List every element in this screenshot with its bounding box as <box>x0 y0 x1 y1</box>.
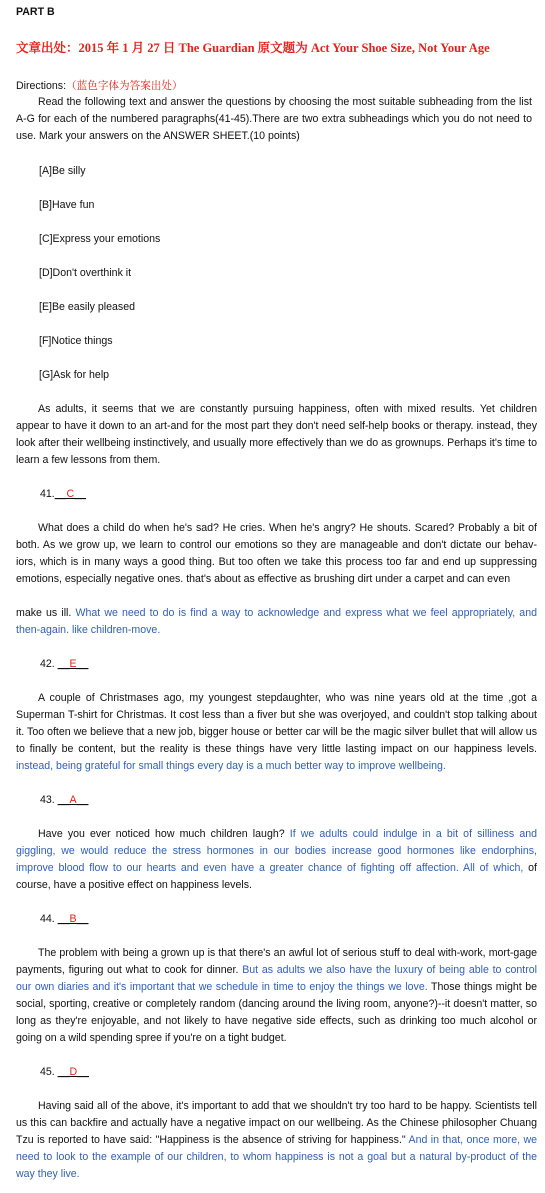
question-42-number: 42. __E__ <box>40 658 89 670</box>
question-45-number: 45. __D__ <box>40 1066 89 1078</box>
question-41-paragraph <box>16 520 537 588</box>
question-41-cont: make us ill. <box>16 607 72 619</box>
option-f: [F]Notice things <box>39 335 113 347</box>
question-44-tail: Those things might be social, sporting, creative or completely random (dancing around the living room, anyone?)--it doesn't matter, so long as they're enjoyable, and not likely to have negative side effects, such as drinking too much alcohol or going on a wild spending spree if you're on a tight budget. <box>16 981 537 1044</box>
question-43-text: Have you ever noticed how much children laugh? <box>38 828 285 840</box>
question-44-text: The problem with being a grown up is that there's an awful lot of serious stuff to deal with-work, mort-gage payments, figuring out what to cook for dinner. <box>16 947 537 976</box>
question-41-number: 41.__C__ <box>40 488 86 500</box>
question-45-text: Having said all of the above, it's important to add that we shouldn't try too hard to be happy. Scientists tell us this can backfire and actually have a negative impact on our wellbeing. As the Chinese philosopher Chuang Tzu is reported to have said: "Happiness is the absence of striving for happiness." <box>16 1100 537 1146</box>
question-43-number: 43. __A__ <box>40 794 89 806</box>
directions-label: Directions: <box>16 80 67 92</box>
intro-paragraph <box>16 401 537 469</box>
question-43-tail: of course, have a positive effect on happiness levels. <box>16 862 537 891</box>
answer-45: D <box>69 1066 78 1078</box>
question-45-answer-source: And in that, once more, we need to look to the example of our children, to whom happiness is not a goal but a natural by-product of the way they live. <box>16 1134 538 1180</box>
answer-41: C <box>66 488 75 500</box>
intro-text: As adults, it seems that we are constantly pursuing happiness, often with mixed results. Yet children appear to have it down to an art-and for the most part they don't need self-help books or therapy. instead, they look after their wellbeing instinctively, and usually more effectively than we do as grownups. Perhaps it's time to learn a few lessons from them. <box>16 403 537 466</box>
answer-42: E <box>69 658 77 670</box>
question-43-paragraph <box>16 826 537 894</box>
question-44-paragraph <box>16 945 537 1047</box>
option-d: [D]Don't overthink it <box>39 267 132 279</box>
question-number: 42. <box>40 658 55 670</box>
part-heading: PART B <box>16 6 55 18</box>
option-e: [E]Be easily pleased <box>39 301 135 313</box>
answer-44: B <box>69 913 77 925</box>
question-41-continued <box>16 605 537 639</box>
question-number: 41. <box>40 488 55 500</box>
question-44-answer-source: But as adults we also have the luxury of being able to control our own diaries and it's important that we schedule in time to enjoy the things we love. <box>16 964 537 993</box>
question-41-answer-source: What we need to do is find a way to acknowledge and express what we feel appropriately, and then-again. like children-move. <box>16 607 537 636</box>
option-b: [B]Have fun <box>39 199 95 211</box>
question-45-paragraph <box>16 1098 537 1183</box>
answer-43: A <box>69 794 77 806</box>
question-41-text: What does a child do when he's sad? He cries. When he's angry? He shouts. Scared? Probably a bit of both. As we grow up, we learn to control our emotions so they are manageable and don't dictate our behav-iors, which is in many ways a good thing. But too often we take this process too far and end up suppressing emotions, especially negative ones. that's about as effective as brushing dirt under a carpet and can even <box>16 522 537 585</box>
question-number: 45. <box>40 1066 55 1078</box>
question-42-answer-source: instead, being grateful for small things every day is a much better way to improve wellbeing. <box>16 760 446 772</box>
option-a: [A]Be silly <box>39 165 86 177</box>
directions-body: Read the following text and answer the questions by choosing the most suitable subheading from the list A-G for each of the numbered paragraphs(41-45).There are two extra subheadings which you do not need to use. Mark your answers on the ANSWER SHEET.(10 points) <box>16 96 532 142</box>
option-c: [C]Express your emotions <box>39 233 161 245</box>
question-number: 44. <box>40 913 55 925</box>
directions-text <box>16 94 532 145</box>
question-42-text: A couple of Christmases ago, my youngest stepdaughter, who was nine years old at the time ,got a Superman T-shirt for Christmas. It cost less than a fiver but she was overjoyed, and couldn't stop talking about it. Too often we believe that a new job, bigger house or better car will be the magic silver bullet that will allow us to finally be content, but the reality is these things have very little lasting impact on our happiness levels. <box>16 692 537 755</box>
question-number: 43. <box>40 794 55 806</box>
directions-note: （蓝色字体为答案出处） <box>66 80 183 92</box>
source-line: 文章出处：2015 年 1 月 27 日 The Guardian 原文题为 Act Your Shoe Size, Not Your Age <box>16 41 490 55</box>
directions-label-line <box>16 78 183 95</box>
question-42-paragraph <box>16 690 537 775</box>
question-43-answer-source: If we adults could indulge in a bit of silliness and giggling, we would reduce the stress hormones in our bodies increase good hormones like endorphins, improve blood flow to our hearts and even have a greater chance of fighting off affection. All of which, <box>16 828 537 874</box>
option-g: [G]Ask for help <box>39 369 110 381</box>
question-44-number: 44. __B__ <box>40 913 89 925</box>
